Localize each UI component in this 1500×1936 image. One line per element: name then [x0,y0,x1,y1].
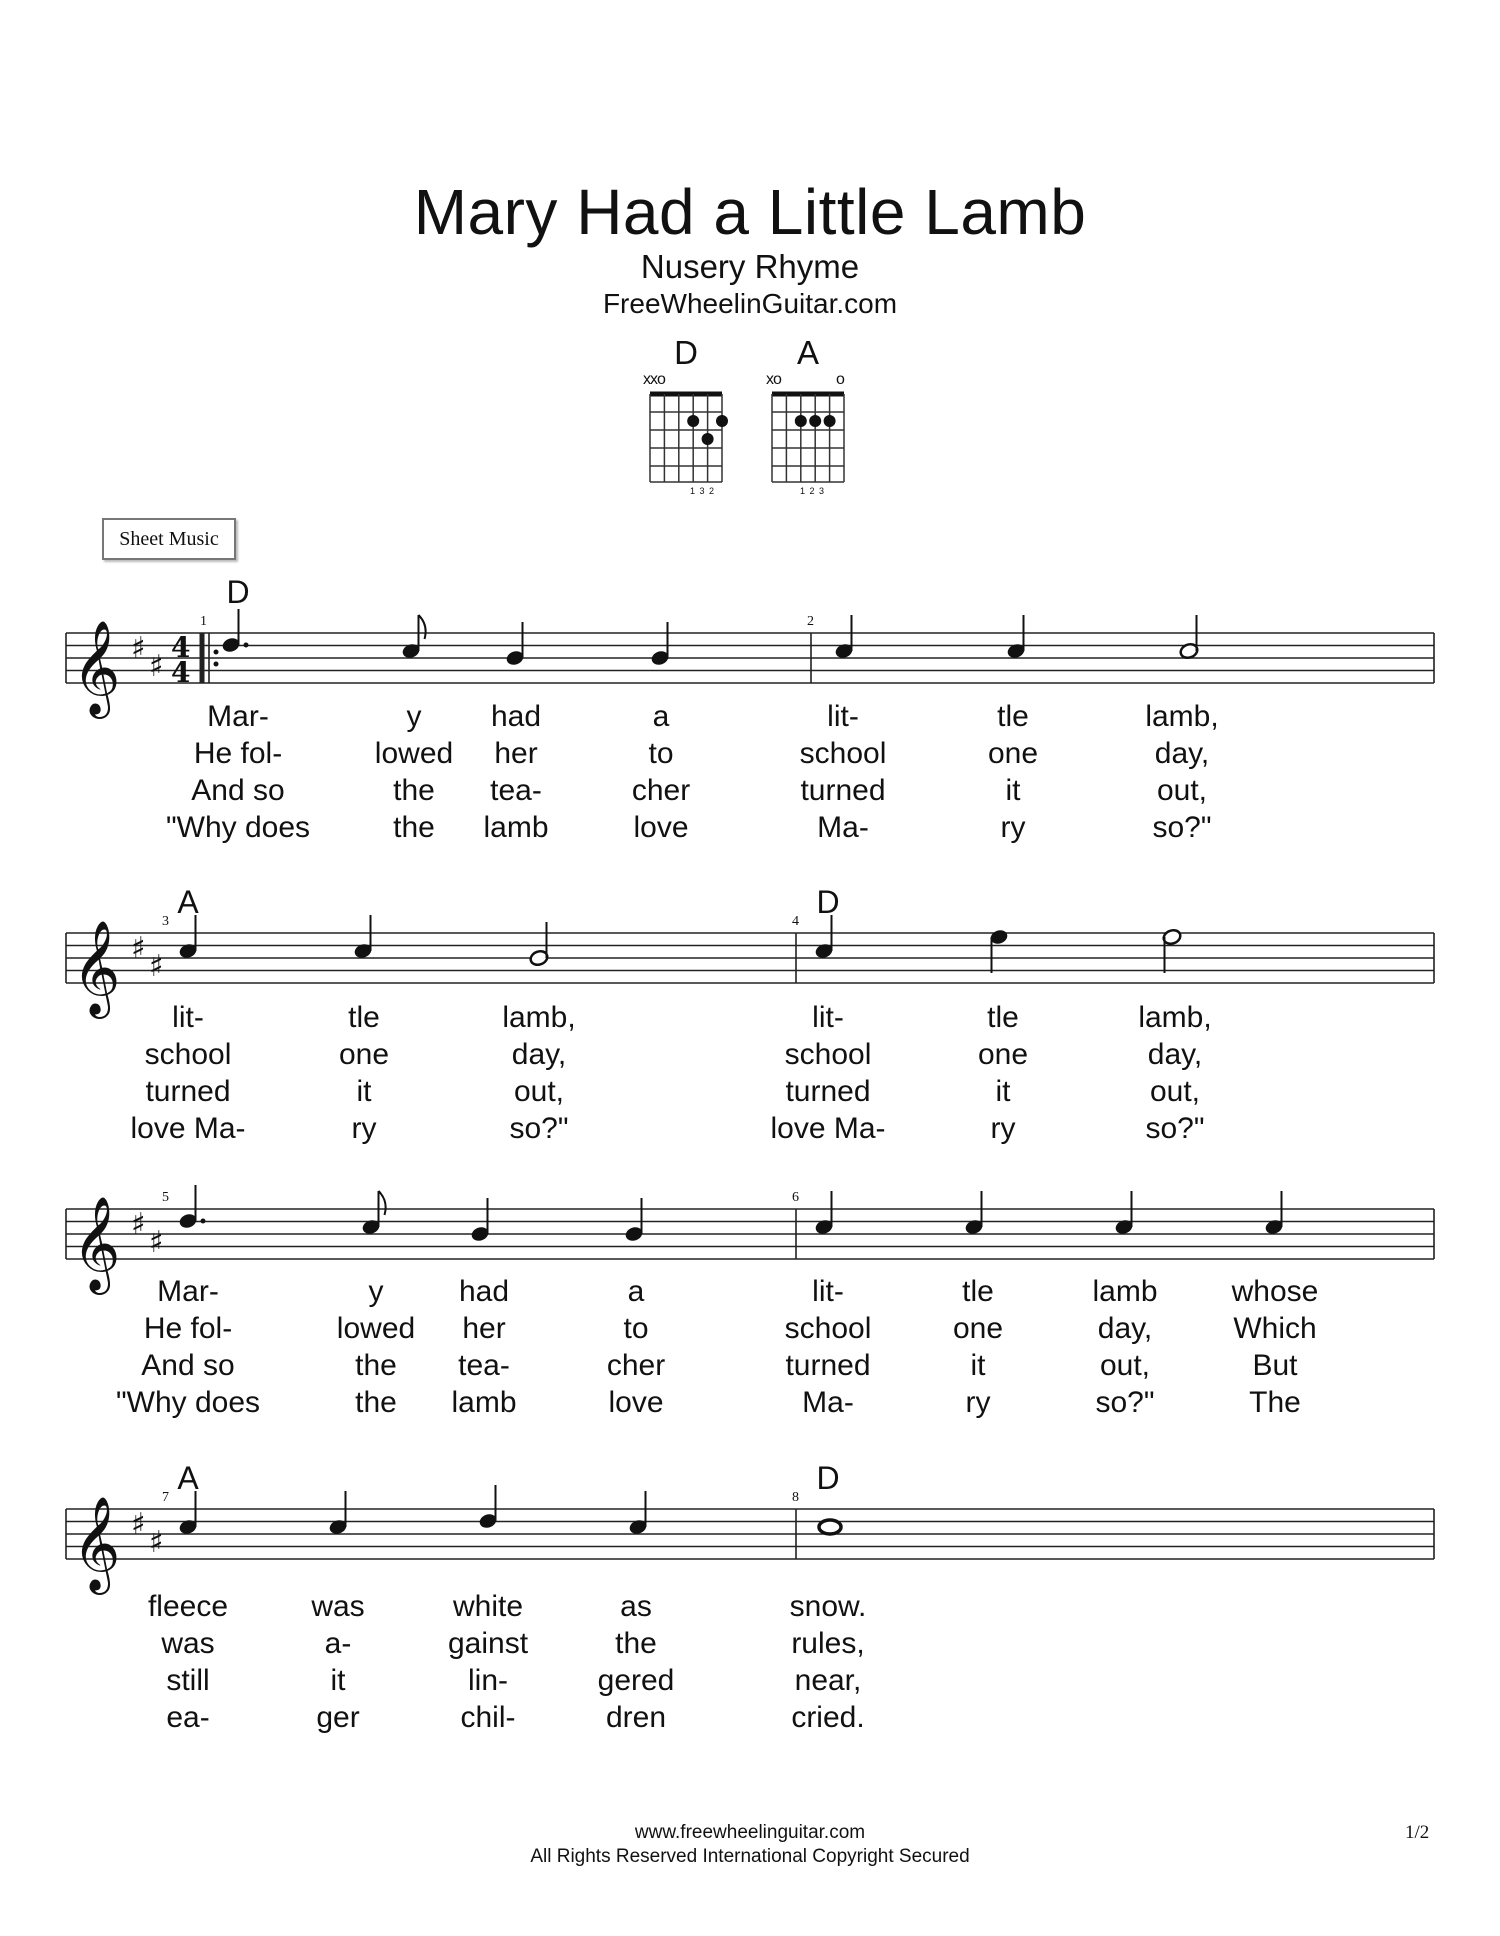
lyric-syllable: to [623,1312,649,1345]
measure-number: 1 [200,614,207,629]
lyric-syllable: lit- [812,1001,844,1034]
lyric-syllable: the [393,811,435,844]
lyric-syllable: ry [351,1112,377,1145]
lyric-syllable: lit- [172,1001,204,1034]
lyric-syllable: near, [794,1664,862,1697]
lyric-syllable: white [452,1590,524,1623]
lyric-syllable: was [311,1590,365,1623]
lyric-syllable: love [608,1386,664,1419]
lyric-syllable: Which [1233,1312,1317,1345]
lyric-syllable: cher [631,774,691,807]
lyric-syllable: lamb, [1138,1001,1212,1034]
lyric-syllable: day, [1154,737,1210,770]
chord-symbol: A [177,1460,199,1496]
lyric-syllable: lowed [336,1312,416,1345]
lyric-syllable: had [458,1275,510,1308]
lyric-syllable: cried. [791,1701,865,1734]
measure-number: 4 [792,914,799,929]
lyric-syllable: ger [316,1701,360,1734]
lyric-syllable: love [633,811,689,844]
measure-number: 3 [162,914,169,929]
sheet-music-button[interactable]: Sheet Music [102,518,236,560]
lyric-syllable: tle [987,1001,1019,1034]
measure-number: 6 [792,1190,799,1205]
chord-symbol: D [816,884,840,920]
lyric-syllable: tle [997,700,1029,733]
lyric-syllable: school [799,737,887,770]
measure-number: 8 [792,1490,799,1505]
lyric-syllable: lamb [1092,1275,1158,1308]
lyric-syllable: was [161,1627,215,1660]
lyric-syllable: the [615,1627,657,1660]
lyric-syllable: day, [511,1038,567,1071]
lyric-syllable: lamb [451,1386,517,1419]
chord-diagram-name: D [674,334,698,371]
lyric-syllable: whose [1231,1275,1319,1308]
lyric-syllable: as [620,1590,652,1623]
lyric-syllable: rules, [791,1627,865,1660]
lyric-syllable: school [784,1038,872,1071]
lyric-syllable: turned [785,1075,871,1108]
lyric-syllable: turned [785,1349,871,1382]
lyric-syllable: The [1249,1386,1301,1419]
lyric-syllable: tea- [458,1349,510,1382]
lyric-syllable: tea- [490,774,542,807]
lyric-syllable: lin- [467,1664,509,1697]
staff-system-4 [66,1485,1434,1595]
measure-number: 7 [162,1490,169,1505]
chord-diagram-name: A [796,334,820,371]
lyric-syllable: chil- [460,1701,516,1734]
lyric-syllable: lit- [812,1275,844,1308]
string-marker-open: o [836,371,845,388]
lyric-syllable: And so [191,774,285,807]
lyric-syllable: school [784,1312,872,1345]
lyric-syllable: still [166,1664,210,1697]
lyric-syllable: the [355,1349,397,1382]
lyric-syllable: ry [990,1112,1016,1145]
measure-number: 5 [162,1190,169,1205]
chord-symbol: A [177,884,199,920]
lyric-syllable: it [330,1664,346,1697]
lyric-syllable: lamb, [502,1001,576,1034]
lyric-syllable: "Why does [165,811,311,844]
lyric-syllable: one [338,1038,390,1071]
treble-clef-icon: 𝄞 [72,1196,121,1291]
chord-symbol: D [816,1460,840,1496]
lyric-syllable: her [494,737,538,770]
whole-note [819,1520,841,1534]
lyric-syllable: one [987,737,1039,770]
lyric-syllable: He fol- [193,737,283,770]
lyric-syllable: lowed [374,737,454,770]
lyric-syllable: out, [1099,1349,1151,1382]
lyric-syllable: lamb, [1145,700,1219,733]
lyric-syllable: Ma- [802,1386,854,1419]
lyric-syllable: so?" [509,1112,569,1145]
string-markers: xo [766,371,781,388]
lyric-syllable: And so [141,1349,235,1382]
lyric-syllable: it [970,1349,986,1382]
treble-clef-icon: 𝄞 [72,620,121,715]
subtitle: Nusery Rhyme [640,248,860,285]
page-title: Mary Had a Little Lamb [413,176,1087,248]
lyric-syllable: a- [324,1627,352,1660]
lyric-syllable: it [1005,774,1021,807]
treble-clef-icon: 𝄞 [72,1496,121,1591]
lyric-syllable: cher [606,1349,666,1382]
lyric-syllable: y [368,1275,384,1308]
staff-system-1 [66,609,1434,719]
lyric-syllable: a [652,700,670,733]
lyric-syllable: tle [962,1275,994,1308]
notes [221,636,1026,667]
lyric-syllable: so?" [1145,1112,1205,1145]
lyric-syllable: ry [1000,811,1026,844]
footer-copyright: All Rights Reserved International Copyright Secured [530,1846,970,1867]
lyric-syllable: He fol- [143,1312,233,1345]
finger-numbers: 1 3 2 [690,486,716,496]
time-signature-bottom: 4 [171,656,191,689]
lyric-syllable: it [356,1075,372,1108]
string-markers: xxo [643,371,665,388]
treble-clef-icon: 𝄞 [72,920,121,1015]
time-signature-top: 4 [171,631,191,664]
lyric-syllable: turned [145,1075,231,1108]
lyric-syllable: the [355,1386,397,1419]
lyric-syllable: But [1252,1349,1298,1382]
lyric-syllable: snow. [789,1590,867,1623]
lyric-syllable: so?" [1152,811,1212,844]
lyric-syllable: lamb [483,811,549,844]
lyric-syllable: one [977,1038,1029,1071]
lyric-syllable: y [406,700,422,733]
chord-symbol: D [226,574,250,610]
lyric-syllable: so?" [1095,1386,1155,1419]
lyric-syllable: one [952,1312,1004,1345]
lyric-syllable: day, [1097,1312,1153,1345]
lyric-syllable: tle [348,1001,380,1034]
lyric-syllable: her [462,1312,506,1345]
page-number: 1/2 [1405,1822,1430,1843]
lyric-syllable: dren [605,1701,667,1734]
lyric-syllable: out, [1156,774,1208,807]
lyric-syllable: gainst [447,1627,529,1660]
lyric-syllable: out, [513,1075,565,1108]
lyric-syllable: gered [597,1664,675,1697]
lyric-syllable: turned [800,774,886,807]
lyric-syllable: ry [965,1386,991,1419]
notation-layer: ♯♯ 𝄞 4 4 𝄞 𝄞 𝄞 [0,0,1500,1936]
lyric-syllable: a [627,1275,645,1308]
lyric-syllable: Mar- [157,1275,219,1308]
measure-number: 2 [807,614,814,629]
lyric-syllable: Ma- [817,811,869,844]
lyric-syllable: school [144,1038,232,1071]
lyric-syllable: love Ma- [130,1112,246,1145]
lyric-syllable: day, [1147,1038,1203,1071]
lyric-syllable: fleece [147,1590,229,1623]
staff-system-3 [66,1185,1434,1295]
lyric-syllable: to [648,737,674,770]
lyric-syllable: lit- [827,700,859,733]
staff-system-2 [66,915,1434,1019]
lyric-syllable: had [490,700,542,733]
lyric-syllable: love Ma- [770,1112,886,1145]
footer-url: www.freewheelinguitar.com [634,1822,866,1843]
lyric-syllable: ea- [166,1701,210,1734]
lyric-syllable: it [995,1075,1011,1108]
lyric-syllable: Mar- [207,700,269,733]
lyric-syllable: the [393,774,435,807]
lyric-syllable: out, [1149,1075,1201,1108]
site-name: FreeWheelinGuitar.com [602,288,898,319]
lyric-syllable: "Why does [115,1386,261,1419]
finger-numbers: 1 2 3 [800,486,826,496]
